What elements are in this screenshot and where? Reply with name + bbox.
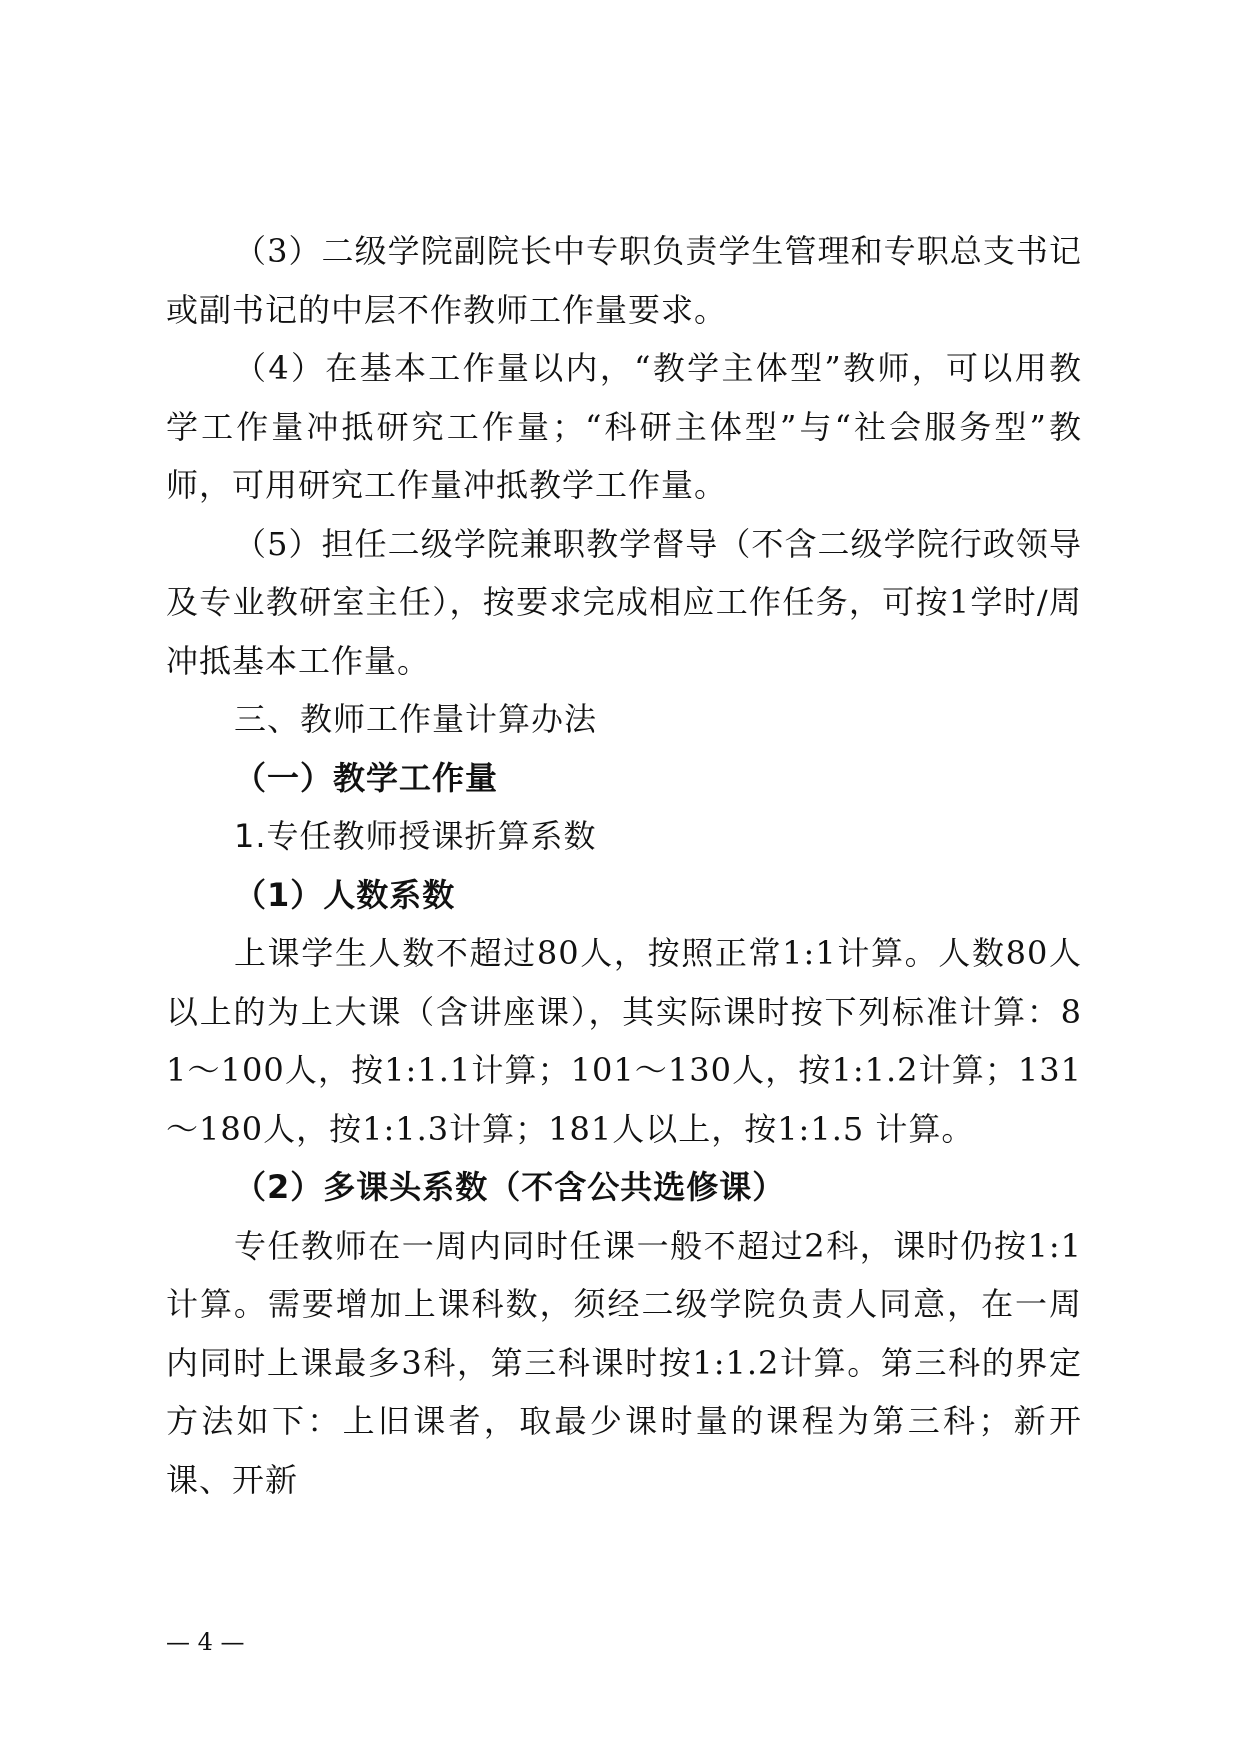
sub-item-2-text: 专任教师在一周内同时任课一般不超过2科，课时仍按1:1计算。需要增加上课科数，须经二级学院负责人同意，在一周内同时上课最多3科，第三科课时按1:1.2计算。第三科的界定方法如下：上旧课者，取最少课时量的课程为第三科；新开课、开新 xyxy=(166,1226,1082,1499)
sub-item-2-heading: （2）多课头系数（不含公共选修课） xyxy=(234,1168,786,1206)
sub-item-1-text: 上课学生人数不超过80人，按照正常1:1计算。人数80人以上的为上大课（含讲座课），其实际课时按下列标准计算：81～100人，按1:1.1计算；101～130人，按1:1.2计算；131～180人，按1:1.3计算；181人以上，按1:1.5 计算。 xyxy=(166,934,1082,1148)
subsection-heading: （一）教学工作量 xyxy=(234,758,499,797)
section-heading: 三、教师工作量计算办法 xyxy=(234,700,598,738)
item-heading: 1.专任教师授课折算系数 xyxy=(234,817,597,855)
sub-item-1-heading: （1）人数系数 xyxy=(234,875,456,914)
paragraph-item-5: （5）担任二级学院兼职教学督导（不含二级学院行政领导及专业教研室主任），按要求完成相应工作任务，可按1学时/周冲抵基本工作量。 xyxy=(166,524,1082,680)
document-body xyxy=(166,222,1082,1509)
paragraph-item-4: （4）在基本工作量以内，“教学主体型”教师，可以用教学工作量冲抵研究工作量；“科研主体型”与“社会服务型”教师，可用研究工作量冲抵教学工作量。 xyxy=(166,349,1082,504)
paragraph-item-3: （3）二级学院副院长中专职负责学生管理和专职总支书记或副书记的中层不作教师工作量要求。 xyxy=(166,232,1082,329)
page-number: — 4 — xyxy=(166,1628,245,1656)
